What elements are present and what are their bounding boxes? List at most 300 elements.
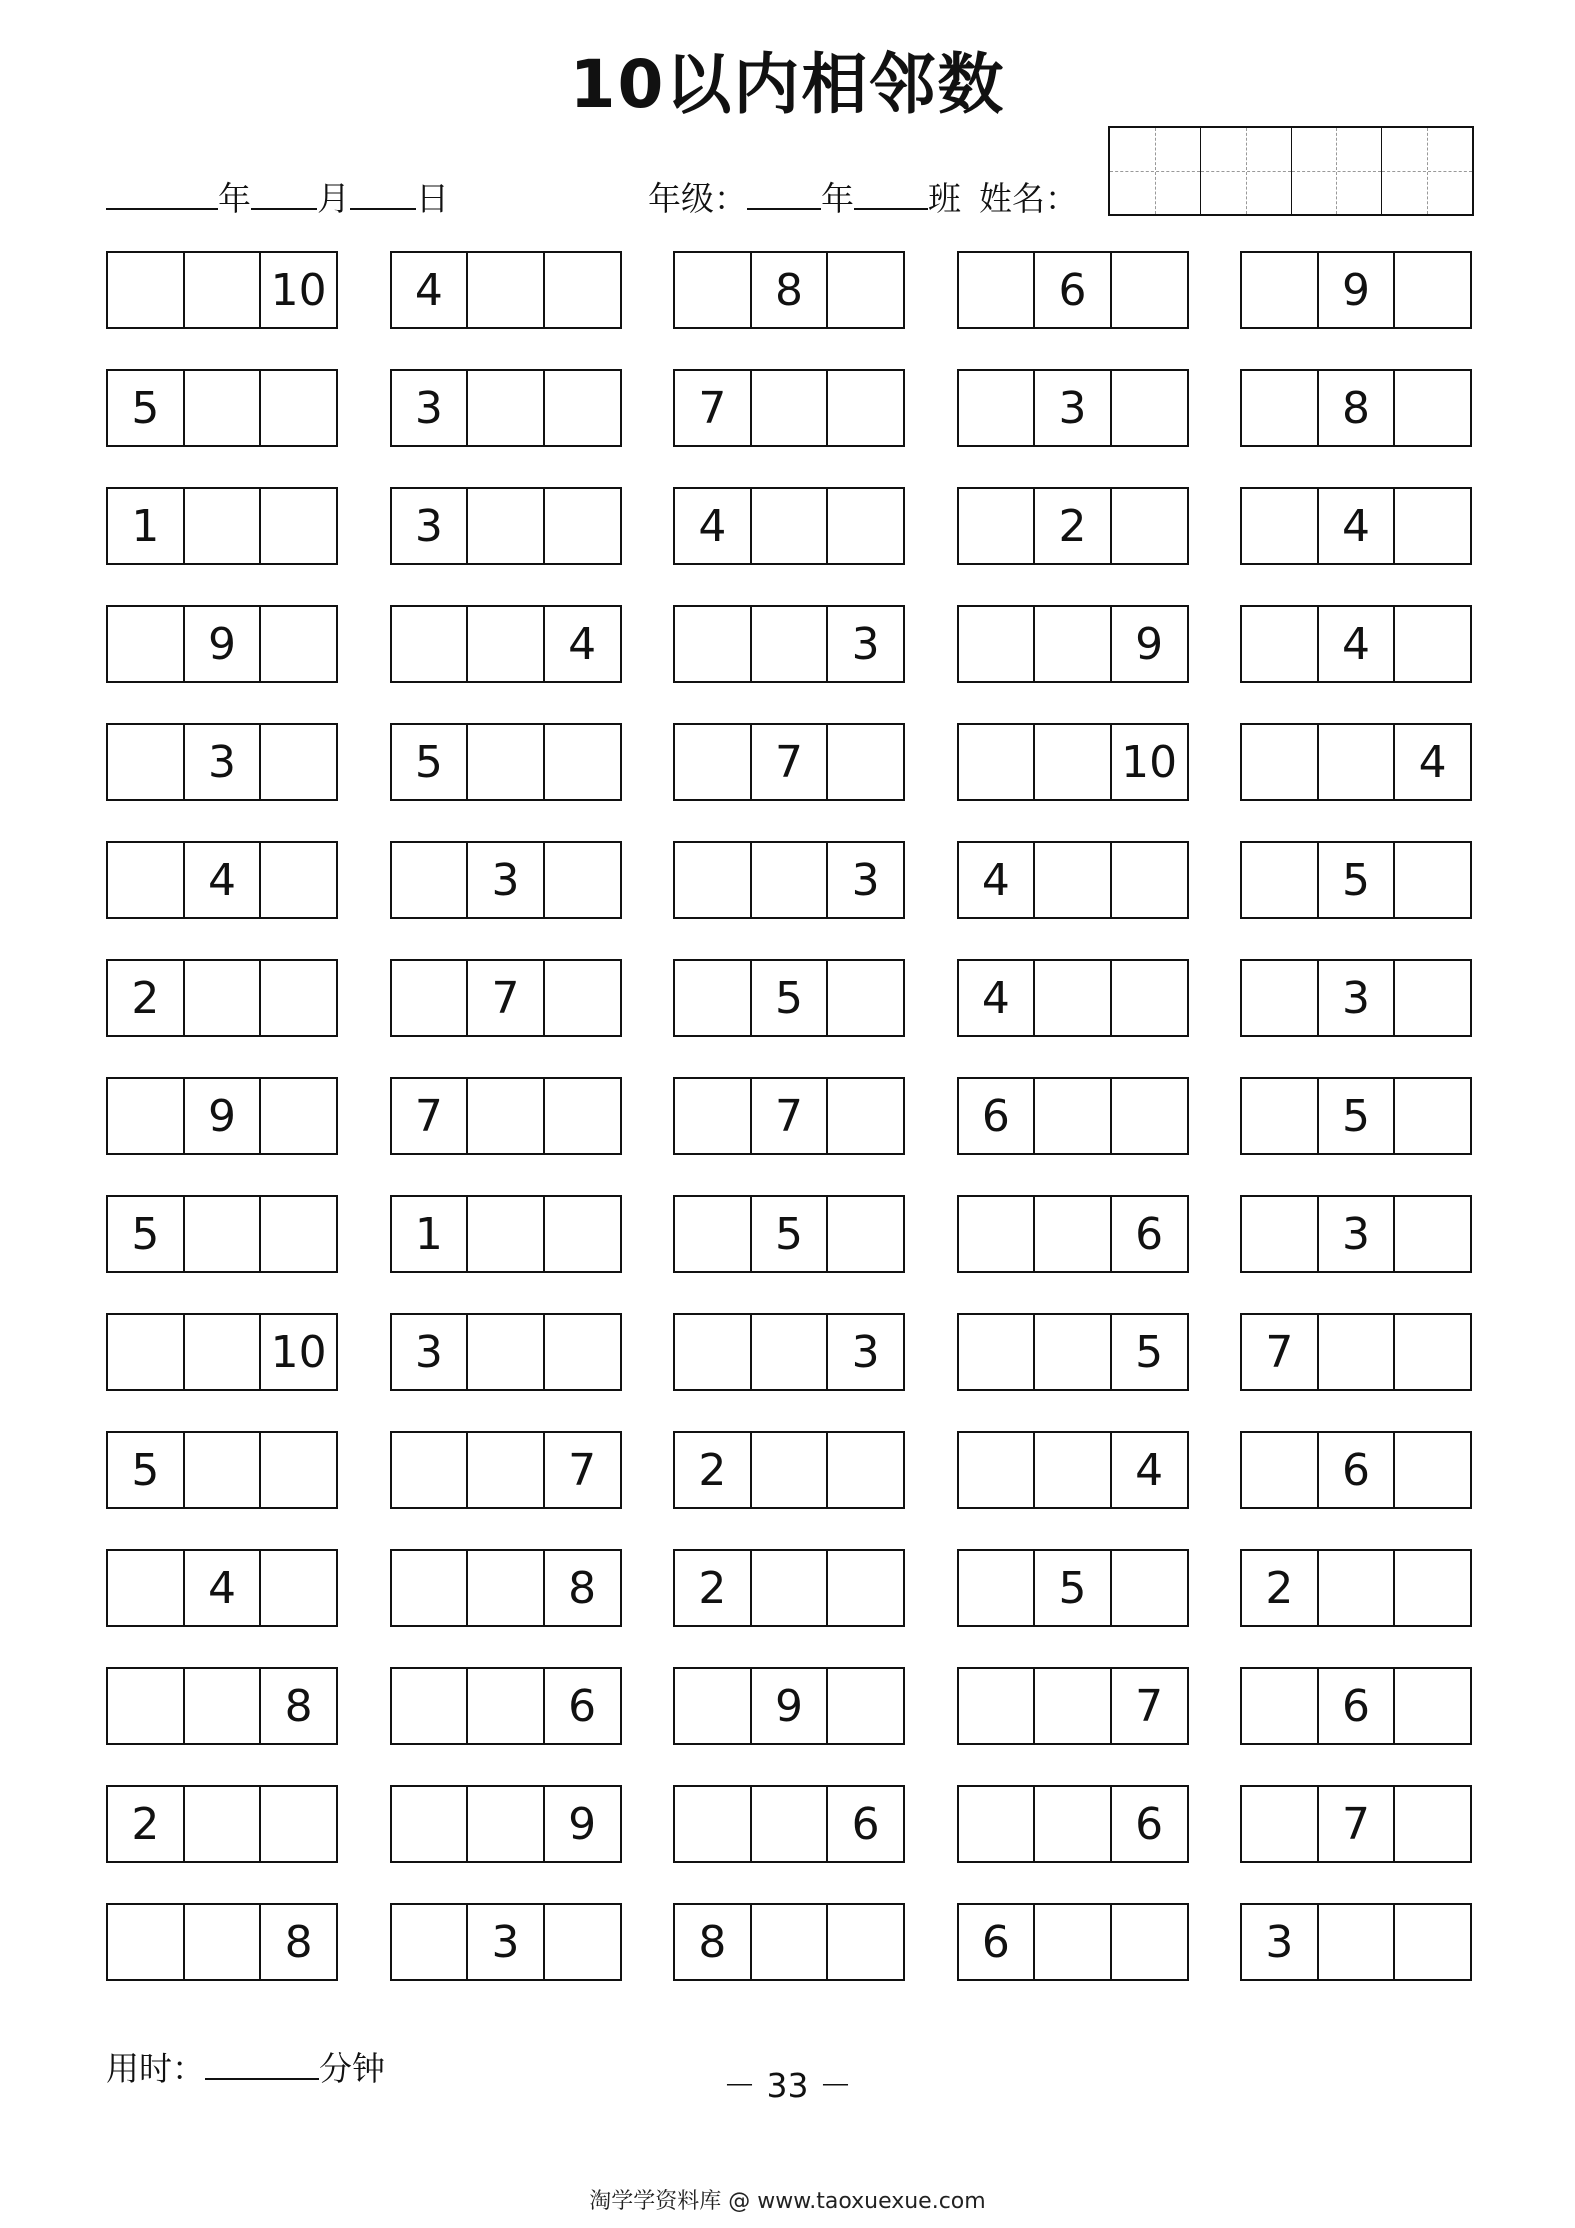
answer-box[interactable] bbox=[1112, 1079, 1187, 1153]
answer-box[interactable] bbox=[108, 253, 185, 327]
watermark: 淘学学资料库 @ www.taoxuexue.com bbox=[589, 2189, 986, 2214]
answer-box[interactable] bbox=[1395, 843, 1470, 917]
answer-box[interactable] bbox=[545, 371, 620, 445]
answer-box[interactable] bbox=[468, 607, 545, 681]
answer-box[interactable] bbox=[1112, 961, 1187, 1035]
exercise-item bbox=[106, 1903, 338, 1981]
answer-box[interactable] bbox=[545, 1079, 620, 1153]
answer-box[interactable] bbox=[959, 1669, 1036, 1743]
given-number: 3 bbox=[851, 1326, 880, 1378]
exercise-item bbox=[957, 841, 1189, 919]
exercise-item bbox=[106, 1077, 338, 1155]
answer-box[interactable] bbox=[468, 371, 545, 445]
exercise-item bbox=[1240, 487, 1472, 565]
answer-box[interactable] bbox=[1319, 1905, 1396, 1979]
exercise-item bbox=[673, 1313, 905, 1391]
answer-box[interactable] bbox=[1242, 607, 1319, 681]
answer-box[interactable] bbox=[261, 489, 336, 563]
given-number: 4 bbox=[392, 253, 469, 327]
given-number: 5 bbox=[392, 725, 469, 799]
answer-box[interactable] bbox=[392, 1551, 469, 1625]
answer-box[interactable] bbox=[261, 1551, 336, 1625]
given-number: 5 bbox=[108, 1433, 185, 1507]
answer-box[interactable] bbox=[108, 1315, 185, 1389]
name-label: 姓名： bbox=[979, 179, 1078, 218]
answer-box[interactable] bbox=[468, 1315, 545, 1389]
answer-box[interactable] bbox=[468, 489, 545, 563]
answer-box[interactable] bbox=[675, 1315, 752, 1389]
exercise-item bbox=[957, 487, 1189, 565]
answer-box[interactable] bbox=[675, 1079, 752, 1153]
given-number: 10 bbox=[1121, 736, 1178, 788]
answer-box[interactable] bbox=[752, 1433, 829, 1507]
answer-box[interactable] bbox=[675, 961, 752, 1035]
given-number: 2 bbox=[675, 1551, 752, 1625]
exercise-item bbox=[106, 487, 338, 565]
given-number: 8 bbox=[752, 253, 829, 327]
name-char-box[interactable] bbox=[1110, 128, 1201, 214]
answer-box[interactable] bbox=[828, 253, 903, 327]
day-label: 日 bbox=[416, 179, 449, 218]
answer-box[interactable] bbox=[828, 1669, 903, 1743]
answer-box[interactable] bbox=[1035, 1433, 1112, 1507]
answer-box[interactable] bbox=[185, 1787, 262, 1861]
given-number: 4 bbox=[1319, 607, 1396, 681]
answer-box[interactable] bbox=[108, 1079, 185, 1153]
exercise-item bbox=[673, 1785, 905, 1863]
answer-box[interactable] bbox=[392, 1433, 469, 1507]
answer-box[interactable] bbox=[959, 1787, 1036, 1861]
exercise-item bbox=[957, 1313, 1189, 1391]
answer-box[interactable] bbox=[185, 1669, 262, 1743]
given-number: 4 bbox=[1319, 489, 1396, 563]
answer-box[interactable] bbox=[545, 961, 620, 1035]
given-number: 7 bbox=[1242, 1315, 1319, 1389]
given-number: 7 bbox=[1319, 1787, 1396, 1861]
answer-box[interactable] bbox=[468, 1079, 545, 1153]
answer-box[interactable] bbox=[185, 371, 262, 445]
answer-box[interactable] bbox=[828, 1905, 903, 1979]
given-number: 5 bbox=[1035, 1551, 1112, 1625]
exercise-item bbox=[673, 1431, 905, 1509]
page-title: 10以内相邻数 bbox=[569, 46, 1006, 123]
answer-box[interactable] bbox=[752, 489, 829, 563]
exercise-item bbox=[106, 1431, 338, 1509]
answer-box[interactable] bbox=[752, 1551, 829, 1625]
answer-box[interactable] bbox=[545, 489, 620, 563]
exercise-item bbox=[1240, 841, 1472, 919]
answer-box[interactable] bbox=[1395, 1905, 1470, 1979]
exercise-item bbox=[957, 369, 1189, 447]
answer-box[interactable] bbox=[1112, 843, 1187, 917]
given-number: 8 bbox=[1319, 371, 1396, 445]
answer-box[interactable] bbox=[185, 253, 262, 327]
given-number: 6 bbox=[568, 1680, 597, 1732]
grade-class-label: 班 bbox=[928, 179, 961, 218]
answer-box[interactable] bbox=[1395, 1079, 1470, 1153]
given-number: 6 bbox=[1319, 1669, 1396, 1743]
month-blank[interactable] bbox=[251, 176, 317, 210]
answer-box[interactable] bbox=[108, 1669, 185, 1743]
answer-box[interactable] bbox=[959, 725, 1036, 799]
exercise-item bbox=[1240, 959, 1472, 1037]
given-number: 5 bbox=[1319, 843, 1396, 917]
answer-box[interactable] bbox=[1319, 1551, 1396, 1625]
exercise-item bbox=[1240, 251, 1472, 329]
exercise-item bbox=[673, 723, 905, 801]
answer-box[interactable] bbox=[752, 1315, 829, 1389]
answer-box[interactable] bbox=[675, 1197, 752, 1271]
answer-box[interactable] bbox=[261, 725, 336, 799]
given-number: 9 bbox=[568, 1798, 597, 1850]
exercise-item bbox=[106, 251, 338, 329]
answer-box[interactable] bbox=[828, 371, 903, 445]
answer-box[interactable] bbox=[1395, 489, 1470, 563]
given-number: 1 bbox=[392, 1197, 469, 1271]
answer-box[interactable] bbox=[1395, 253, 1470, 327]
given-number: 5 bbox=[1319, 1079, 1396, 1153]
given-number: 4 bbox=[959, 843, 1036, 917]
exercise-item bbox=[106, 959, 338, 1037]
answer-box[interactable] bbox=[1035, 961, 1112, 1035]
exercise-item bbox=[106, 369, 338, 447]
answer-box[interactable] bbox=[1242, 1787, 1319, 1861]
answer-box[interactable] bbox=[261, 961, 336, 1035]
given-number: 9 bbox=[1319, 253, 1396, 327]
answer-box[interactable] bbox=[1319, 1315, 1396, 1389]
answer-box[interactable] bbox=[1112, 1551, 1187, 1625]
answer-box[interactable] bbox=[1242, 1433, 1319, 1507]
answer-box[interactable] bbox=[959, 371, 1036, 445]
answer-box[interactable] bbox=[959, 607, 1036, 681]
exercise-item bbox=[390, 487, 622, 565]
answer-box[interactable] bbox=[1395, 1551, 1470, 1625]
answer-box[interactable] bbox=[1395, 961, 1470, 1035]
answer-box[interactable] bbox=[108, 1551, 185, 1625]
answer-box[interactable] bbox=[1112, 371, 1187, 445]
exercise-item bbox=[673, 487, 905, 565]
exercise-item bbox=[390, 1549, 622, 1627]
answer-box[interactable] bbox=[675, 843, 752, 917]
answer-box[interactable] bbox=[545, 1315, 620, 1389]
exercise-item bbox=[1240, 1785, 1472, 1863]
exercise-item bbox=[1240, 1903, 1472, 1981]
exercise-item bbox=[673, 1549, 905, 1627]
answer-box[interactable] bbox=[1242, 725, 1319, 799]
answer-box[interactable] bbox=[261, 371, 336, 445]
answer-box[interactable] bbox=[1395, 607, 1470, 681]
given-number: 10 bbox=[270, 1326, 327, 1378]
answer-box[interactable] bbox=[185, 1197, 262, 1271]
given-number: 7 bbox=[392, 1079, 469, 1153]
answer-box[interactable] bbox=[392, 961, 469, 1035]
answer-box[interactable] bbox=[1242, 1079, 1319, 1153]
answer-box[interactable] bbox=[675, 1669, 752, 1743]
day-blank[interactable] bbox=[350, 176, 416, 210]
exercise-item bbox=[673, 1667, 905, 1745]
given-number: 6 bbox=[959, 1079, 1036, 1153]
exercise-item bbox=[1240, 1077, 1472, 1155]
exercise-item bbox=[390, 841, 622, 919]
answer-box[interactable] bbox=[1035, 843, 1112, 917]
grade-year-blank[interactable] bbox=[747, 176, 821, 210]
given-number: 3 bbox=[1242, 1905, 1319, 1979]
exercise-item bbox=[673, 1077, 905, 1155]
given-number: 1 bbox=[108, 489, 185, 563]
answer-box[interactable] bbox=[468, 1551, 545, 1625]
given-number: 6 bbox=[959, 1905, 1036, 1979]
exercise-item bbox=[390, 605, 622, 683]
answer-box[interactable] bbox=[108, 1905, 185, 1979]
answer-box[interactable] bbox=[185, 1905, 262, 1979]
exercise-item bbox=[390, 251, 622, 329]
answer-box[interactable] bbox=[545, 253, 620, 327]
given-number: 4 bbox=[675, 489, 752, 563]
answer-box[interactable] bbox=[1242, 843, 1319, 917]
answer-box[interactable] bbox=[545, 1905, 620, 1979]
answer-box[interactable] bbox=[1395, 1197, 1470, 1271]
given-number: 2 bbox=[108, 961, 185, 1035]
given-number: 7 bbox=[1135, 1680, 1164, 1732]
exercise-item bbox=[1240, 723, 1472, 801]
name-char-box[interactable] bbox=[1292, 128, 1383, 214]
answer-box[interactable] bbox=[1035, 725, 1112, 799]
answer-box[interactable] bbox=[828, 489, 903, 563]
answer-box[interactable] bbox=[1242, 1197, 1319, 1271]
exercise-item bbox=[957, 1785, 1189, 1863]
answer-box[interactable] bbox=[468, 1787, 545, 1861]
given-number: 3 bbox=[392, 371, 469, 445]
given-number: 3 bbox=[1035, 371, 1112, 445]
answer-box[interactable] bbox=[392, 1905, 469, 1979]
answer-box[interactable] bbox=[828, 1197, 903, 1271]
answer-box[interactable] bbox=[1395, 1787, 1470, 1861]
answer-box[interactable] bbox=[959, 253, 1036, 327]
date-line bbox=[106, 176, 449, 221]
given-number: 3 bbox=[851, 854, 880, 906]
answer-box[interactable] bbox=[185, 1315, 262, 1389]
exercise-item bbox=[1240, 1431, 1472, 1509]
answer-box[interactable] bbox=[1035, 1197, 1112, 1271]
given-number: 3 bbox=[851, 618, 880, 670]
answer-box[interactable] bbox=[1395, 1669, 1470, 1743]
given-number: 3 bbox=[468, 1905, 545, 1979]
exercise-item bbox=[106, 1313, 338, 1391]
exercise-item bbox=[673, 369, 905, 447]
given-number: 2 bbox=[675, 1433, 752, 1507]
exercise-item bbox=[957, 959, 1189, 1037]
answer-box[interactable] bbox=[185, 1433, 262, 1507]
given-number: 6 bbox=[1319, 1433, 1396, 1507]
answer-box[interactable] bbox=[752, 371, 829, 445]
exercise-item bbox=[390, 723, 622, 801]
answer-box[interactable] bbox=[1035, 1787, 1112, 1861]
exercise-item bbox=[957, 1431, 1189, 1509]
answer-box[interactable] bbox=[261, 1433, 336, 1507]
answer-box[interactable] bbox=[1395, 1433, 1470, 1507]
given-number: 8 bbox=[284, 1916, 313, 1968]
given-number: 4 bbox=[185, 1551, 262, 1625]
exercise-item bbox=[390, 1431, 622, 1509]
answer-box[interactable] bbox=[185, 961, 262, 1035]
time-unit: 分钟 bbox=[319, 2049, 385, 2088]
page-number: － 33 － bbox=[723, 2066, 852, 2105]
answer-box[interactable] bbox=[959, 1551, 1036, 1625]
exercise-item bbox=[957, 723, 1189, 801]
answer-box[interactable] bbox=[468, 1433, 545, 1507]
answer-box[interactable] bbox=[261, 1787, 336, 1861]
given-number: 5 bbox=[108, 371, 185, 445]
exercise-item bbox=[106, 1549, 338, 1627]
answer-box[interactable] bbox=[261, 607, 336, 681]
name-writing-grid[interactable] bbox=[1108, 126, 1474, 216]
answer-box[interactable] bbox=[828, 1433, 903, 1507]
exercise-item bbox=[106, 605, 338, 683]
exercise-item bbox=[673, 1903, 905, 1981]
exercise-item bbox=[957, 1549, 1189, 1627]
answer-box[interactable] bbox=[1035, 1315, 1112, 1389]
answer-box[interactable] bbox=[828, 725, 903, 799]
given-number: 9 bbox=[1135, 618, 1164, 670]
given-number: 3 bbox=[1319, 961, 1396, 1035]
given-number: 4 bbox=[568, 618, 597, 670]
answer-box[interactable] bbox=[545, 1197, 620, 1271]
answer-box[interactable] bbox=[392, 843, 469, 917]
grade-line bbox=[648, 176, 1078, 221]
given-number: 5 bbox=[108, 1197, 185, 1271]
exercise-item bbox=[1240, 1195, 1472, 1273]
exercise-item bbox=[390, 1195, 622, 1273]
answer-box[interactable] bbox=[261, 1197, 336, 1271]
given-number: 6 bbox=[851, 1798, 880, 1850]
given-number: 7 bbox=[752, 725, 829, 799]
answer-box[interactable] bbox=[1035, 1905, 1112, 1979]
answer-box[interactable] bbox=[675, 725, 752, 799]
answer-box[interactable] bbox=[1035, 1669, 1112, 1743]
answer-box[interactable] bbox=[1395, 1315, 1470, 1389]
answer-box[interactable] bbox=[468, 1197, 545, 1271]
answer-box[interactable] bbox=[1319, 725, 1396, 799]
exercise-item bbox=[673, 605, 905, 683]
answer-box[interactable] bbox=[959, 1315, 1036, 1389]
given-number: 4 bbox=[1135, 1444, 1164, 1496]
answer-box[interactable] bbox=[185, 489, 262, 563]
given-number: 6 bbox=[1135, 1798, 1164, 1850]
exercise-item bbox=[957, 1195, 1189, 1273]
answer-box[interactable] bbox=[828, 1079, 903, 1153]
given-number: 9 bbox=[752, 1669, 829, 1743]
answer-box[interactable] bbox=[752, 607, 829, 681]
year-blank[interactable] bbox=[106, 176, 218, 210]
given-number: 7 bbox=[675, 371, 752, 445]
answer-box[interactable] bbox=[468, 253, 545, 327]
answer-box[interactable] bbox=[959, 489, 1036, 563]
given-number: 5 bbox=[752, 1197, 829, 1271]
time-label: 用时： bbox=[106, 2049, 205, 2088]
answer-box[interactable] bbox=[828, 1551, 903, 1625]
answer-box[interactable] bbox=[752, 843, 829, 917]
name-char-box[interactable] bbox=[1201, 128, 1292, 214]
exercise-item bbox=[106, 841, 338, 919]
exercise-item bbox=[673, 251, 905, 329]
exercise-item bbox=[390, 1313, 622, 1391]
exercise-item bbox=[106, 1785, 338, 1863]
grade-year-label: 年 bbox=[821, 179, 854, 218]
given-number: 2 bbox=[1242, 1551, 1319, 1625]
answer-box[interactable] bbox=[1242, 253, 1319, 327]
answer-box[interactable] bbox=[959, 1433, 1036, 1507]
answer-box[interactable] bbox=[675, 607, 752, 681]
exercise-item bbox=[673, 1195, 905, 1273]
given-number: 9 bbox=[185, 1079, 262, 1153]
given-number: 3 bbox=[468, 843, 545, 917]
answer-box[interactable] bbox=[1035, 607, 1112, 681]
answer-box[interactable] bbox=[1395, 371, 1470, 445]
exercise-item bbox=[390, 1667, 622, 1745]
exercise-item bbox=[106, 723, 338, 801]
given-number: 3 bbox=[392, 489, 469, 563]
exercise-grid bbox=[106, 251, 1472, 1981]
answer-box[interactable] bbox=[108, 607, 185, 681]
answer-box[interactable] bbox=[959, 1197, 1036, 1271]
year-label: 年 bbox=[218, 179, 251, 218]
given-number: 3 bbox=[392, 1315, 469, 1389]
answer-box[interactable] bbox=[1242, 1669, 1319, 1743]
answer-box[interactable] bbox=[545, 725, 620, 799]
exercise-item bbox=[390, 369, 622, 447]
answer-box[interactable] bbox=[392, 1669, 469, 1743]
exercise-item bbox=[673, 959, 905, 1037]
given-number: 2 bbox=[1035, 489, 1112, 563]
given-number: 3 bbox=[1319, 1197, 1396, 1271]
answer-box[interactable] bbox=[108, 725, 185, 799]
answer-box[interactable] bbox=[261, 1079, 336, 1153]
given-number: 7 bbox=[568, 1444, 597, 1496]
answer-box[interactable] bbox=[752, 1787, 829, 1861]
answer-box[interactable] bbox=[675, 1787, 752, 1861]
answer-box[interactable] bbox=[1112, 489, 1187, 563]
answer-box[interactable] bbox=[1242, 371, 1319, 445]
answer-box[interactable] bbox=[108, 843, 185, 917]
answer-box[interactable] bbox=[392, 1787, 469, 1861]
month-label: 月 bbox=[317, 179, 350, 218]
answer-box[interactable] bbox=[752, 1905, 829, 1979]
grade-class-blank[interactable] bbox=[854, 176, 928, 210]
answer-box[interactable] bbox=[1112, 253, 1187, 327]
exercise-item bbox=[957, 1667, 1189, 1745]
answer-box[interactable] bbox=[468, 725, 545, 799]
answer-box[interactable] bbox=[675, 253, 752, 327]
answer-box[interactable] bbox=[545, 843, 620, 917]
answer-box[interactable] bbox=[1242, 489, 1319, 563]
answer-box[interactable] bbox=[828, 961, 903, 1035]
given-number: 7 bbox=[468, 961, 545, 1035]
exercise-item bbox=[390, 1077, 622, 1155]
given-number: 2 bbox=[108, 1787, 185, 1861]
exercise-item bbox=[673, 841, 905, 919]
answer-box[interactable] bbox=[392, 607, 469, 681]
given-number: 5 bbox=[752, 961, 829, 1035]
answer-box[interactable] bbox=[1112, 1905, 1187, 1979]
given-number: 8 bbox=[568, 1562, 597, 1614]
answer-box[interactable] bbox=[1242, 961, 1319, 1035]
answer-box[interactable] bbox=[468, 1669, 545, 1743]
given-number: 4 bbox=[959, 961, 1036, 1035]
name-char-box[interactable] bbox=[1382, 128, 1472, 214]
answer-box[interactable] bbox=[261, 843, 336, 917]
grade-label: 年级： bbox=[648, 179, 747, 218]
answer-box[interactable] bbox=[1035, 1079, 1112, 1153]
